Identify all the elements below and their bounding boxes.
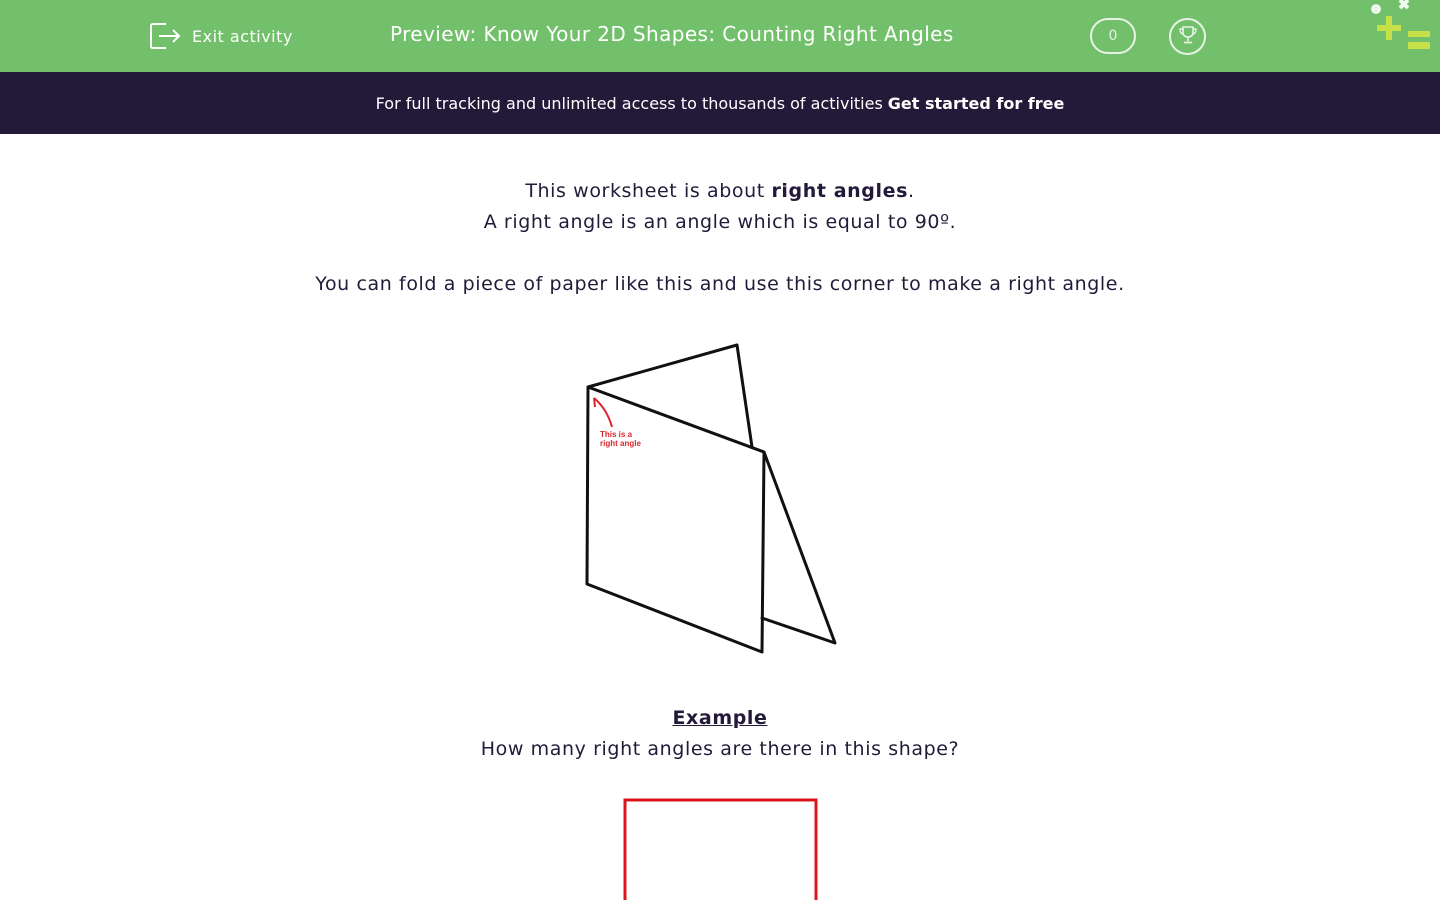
score-counter: 0 [1090, 18, 1136, 54]
intro-bold-term: right angles [771, 180, 909, 202]
promo-text: For full tracking and unlimited access to thousands of activities [375, 93, 883, 113]
trophy-button[interactable] [1169, 18, 1206, 55]
example-heading: Example [672, 707, 768, 729]
get-started-link[interactable]: Get started for free [887, 93, 1065, 113]
page-title: Preview: Know Your 2D Shapes: Counting Right Angles [390, 22, 954, 46]
example-rectangle-shape [620, 795, 820, 900]
exit-activity-button[interactable] [148, 20, 293, 52]
annotation-line-1: This is a [600, 430, 633, 439]
exit-activity-label: Exit activity [192, 26, 293, 46]
intro-text-1-end: . [908, 180, 915, 202]
example-question: How many right angles are there in this shape? [480, 738, 960, 760]
edplace-logo-icon [1366, 0, 1440, 56]
intro-line-1 [0, 180, 1440, 202]
folded-paper-diagram [560, 330, 860, 670]
trophy-icon [1177, 24, 1199, 50]
annotation-line-2: right angle [600, 439, 641, 448]
intro-line-2: A right angle is an angle which is equal to 90º. [483, 211, 957, 233]
intro-text-1: This worksheet is about [525, 180, 772, 202]
promo-banner [0, 72, 1440, 134]
side-flap [762, 452, 835, 643]
top-bar [0, 0, 1440, 72]
intro-line-3: You can fold a piece of paper like this and use this corner to make a right angle. [315, 273, 1125, 295]
front-face [587, 387, 764, 652]
exit-door-icon [148, 21, 182, 51]
